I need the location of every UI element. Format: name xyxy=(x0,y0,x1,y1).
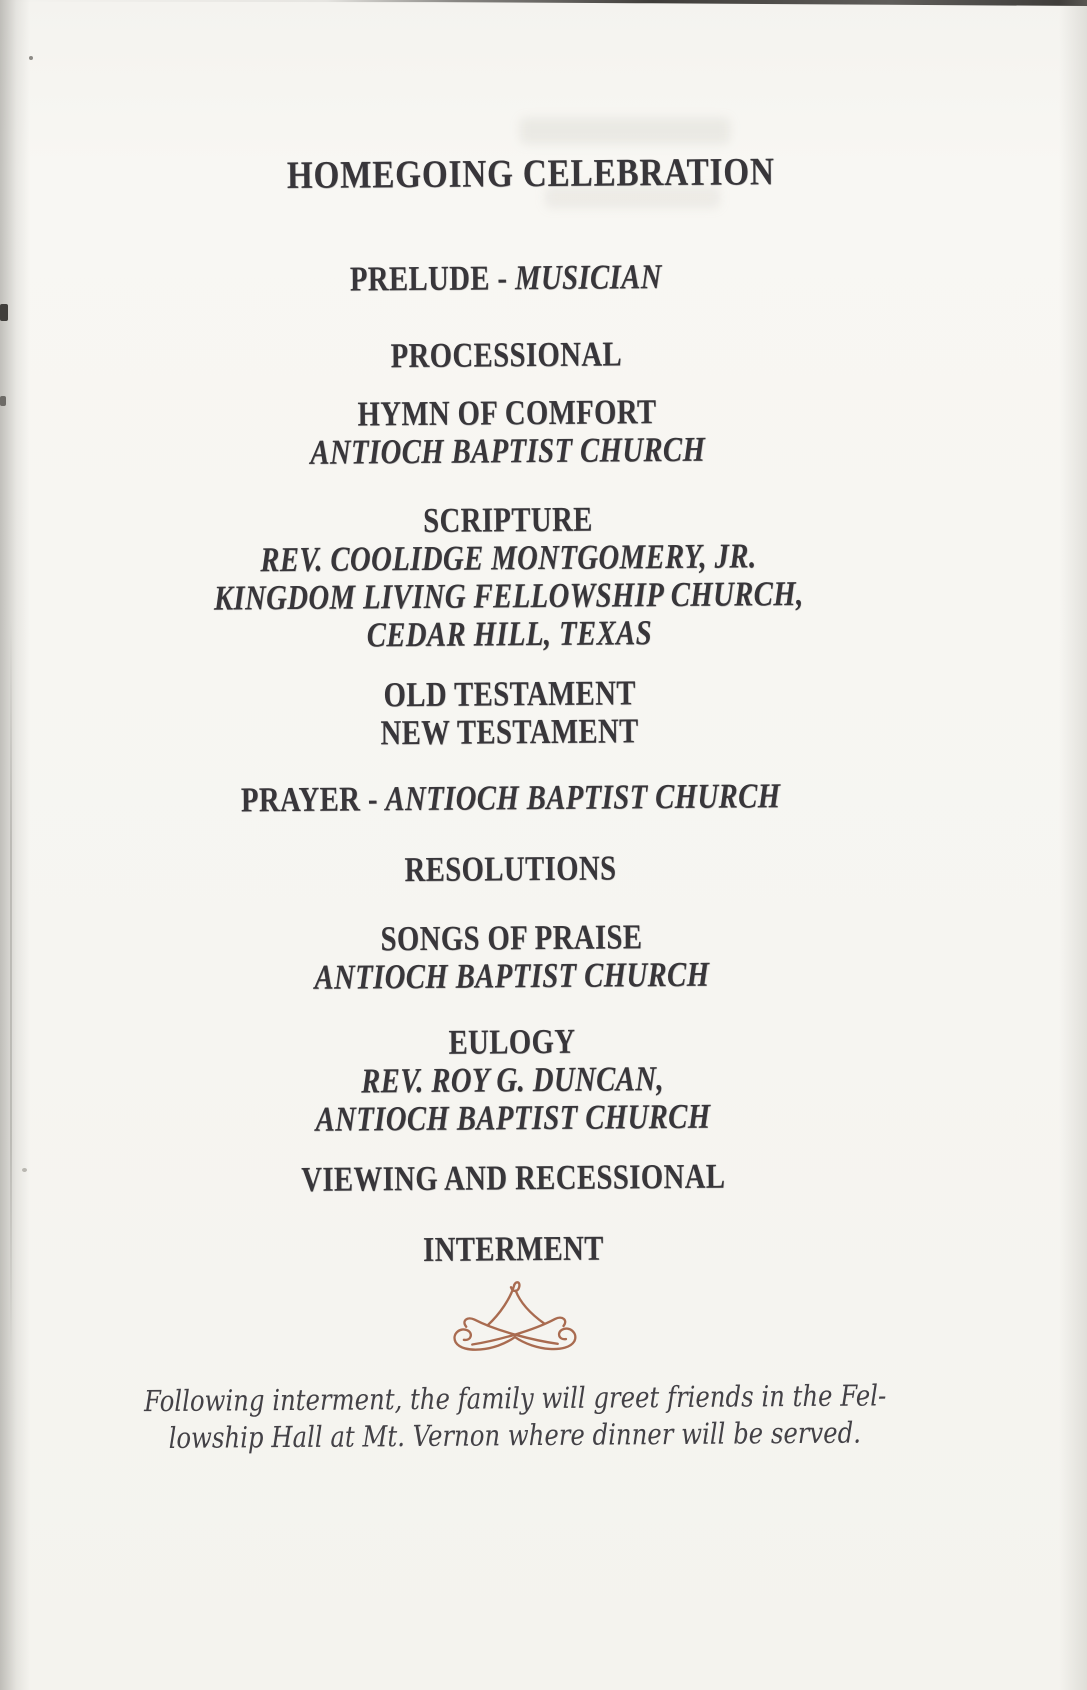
flourish-icon xyxy=(425,1276,604,1363)
program-item-interment xyxy=(5,1226,1022,1272)
program-line-text xyxy=(380,918,642,958)
program-item-songs-of-praise xyxy=(3,915,1021,999)
program-line xyxy=(0,611,1017,657)
program-line xyxy=(5,1226,1022,1272)
program-detail-text: REV. COOLIDGE MONTGOMERY, JR. xyxy=(260,536,757,580)
program-detail-text: KINGDOM LIVING FELLOWSHIP CHURCH, xyxy=(213,573,804,618)
program-line-text xyxy=(383,674,636,714)
program-line-text xyxy=(423,1230,604,1269)
program-heading-text: RESOLUTIONS xyxy=(404,848,617,890)
footer-line-2-text: lowship Hall at Mt. Vernon where dinner will be served. xyxy=(168,1415,862,1455)
flourish-ornament xyxy=(5,1272,1023,1366)
program-heading-text: OLD TESTAMENT xyxy=(383,673,636,715)
order-of-service xyxy=(0,255,1022,1272)
program-line-text xyxy=(423,501,593,540)
program-heading-text: NEW TESTAMENT xyxy=(380,711,639,753)
program-line xyxy=(0,255,1015,301)
program-line-text xyxy=(310,431,705,472)
program-heading-text: INTERMENT xyxy=(423,1228,605,1269)
program-line-text xyxy=(380,712,638,752)
program-heading-text: SCRIPTURE xyxy=(423,499,593,540)
footer-note xyxy=(6,1376,1024,1458)
program-heading-text: PROCESSIONAL xyxy=(390,334,623,376)
program-heading-text: SONGS OF PRAISE xyxy=(380,917,643,959)
program-line xyxy=(1,709,1018,755)
program-detail-text: ANTIOCH BAPTIST CHURCH xyxy=(384,776,781,819)
program-item-prayer xyxy=(2,775,1019,821)
program-heading-text: HYMN OF COMFORT xyxy=(357,392,657,434)
program-detail-text: ANTIOCH BAPTIST CHURCH xyxy=(313,954,710,997)
program-line xyxy=(5,1155,1022,1201)
program-heading-text: PRELUDE - xyxy=(349,258,516,299)
page-title xyxy=(47,148,1014,200)
program-line-text xyxy=(315,1098,710,1139)
program-line xyxy=(0,573,1017,619)
program-line-text xyxy=(350,258,662,298)
program-line-text xyxy=(366,614,652,654)
program-item-testaments xyxy=(1,671,1019,755)
program-item-viewing-and-recessional xyxy=(5,1155,1022,1201)
program-line-text xyxy=(301,1158,725,1199)
program-line-text xyxy=(314,956,709,997)
program-line-text xyxy=(214,575,804,618)
program-detail-text: MUSICIAN xyxy=(515,257,663,298)
program-line-text xyxy=(391,335,623,375)
footer-line-1-text: Following interment, the family will greet friends in the Fel- xyxy=(143,1378,887,1419)
program-line xyxy=(0,332,1015,378)
program-line xyxy=(3,953,1020,999)
program-line-text xyxy=(260,537,756,579)
page-title-text: HOMEGOING CELEBRATION xyxy=(286,150,775,198)
program-line-text xyxy=(449,1023,576,1062)
program-line-text xyxy=(240,777,780,819)
program-line xyxy=(2,775,1019,821)
program-detail-text: ANTIOCH BAPTIST CHURCH xyxy=(315,1096,711,1139)
program-item-resolutions xyxy=(2,846,1019,892)
program-item-prelude xyxy=(0,255,1015,301)
program-item-hymn-of-comfort xyxy=(0,390,1016,474)
program-line xyxy=(4,1095,1021,1141)
program-line-text xyxy=(405,849,617,889)
program-item-processional xyxy=(0,332,1015,378)
program-line-text xyxy=(358,393,657,433)
program-item-scripture xyxy=(0,497,1018,657)
program-heading-text: EULOGY xyxy=(448,1021,576,1062)
program-item-eulogy xyxy=(3,1019,1021,1141)
program-line-text xyxy=(361,1060,664,1100)
program-line xyxy=(2,846,1019,892)
program-detail-text: REV. ROY G. DUNCAN, xyxy=(360,1059,664,1101)
program-heading-text: VIEWING AND RECESSIONAL xyxy=(300,1156,726,1199)
program-line xyxy=(0,428,1016,474)
program-detail-text: CEDAR HILL, TEXAS xyxy=(366,613,652,655)
program-heading-text: PRAYER - xyxy=(240,779,386,820)
program-detail-text: ANTIOCH BAPTIST CHURCH xyxy=(309,429,706,472)
